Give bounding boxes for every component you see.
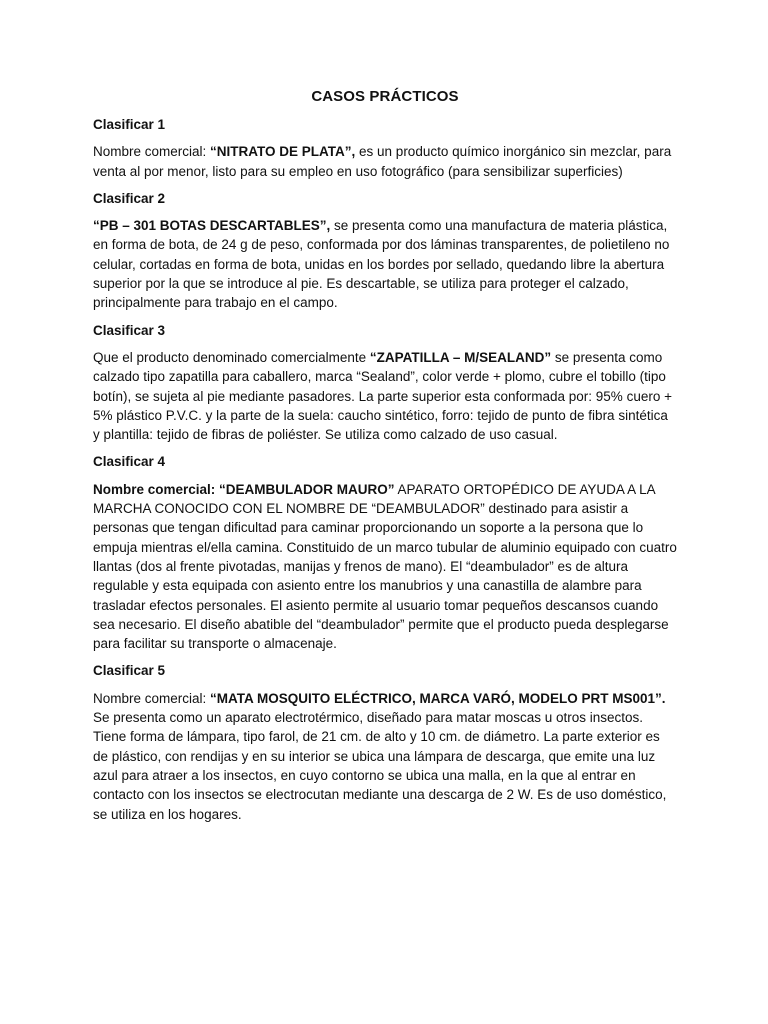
case-1 — [93, 115, 677, 181]
product-name: “PB – 301 BOTAS DESCARTABLES”, — [93, 218, 331, 234]
case-text: Se presenta como un aparato electrotérmico, diseñado para matar moscas u otros insectos. Tiene forma de lámpara, tipo farol, de 21 cm. de alto y 10 cm. de diámetro. La parte exterior es de plástico, con rendijas y en su interior se ubica una lámpara de descarga, que emite una luz azul para atraer a los insectos, en cuyo contorno se ubica una malla, en la que al entrar en contacto con los insectos se electrocutan mediante una descarga de 2 W. Es de uso doméstico, se utiliza en los hogares. — [93, 710, 667, 822]
case-2 — [93, 189, 677, 313]
case-description — [93, 216, 677, 312]
document-body — [93, 88, 677, 832]
document-title: CASOS PRÁCTICOS — [311, 88, 459, 105]
case-heading: Clasificar 5 — [93, 663, 166, 679]
case-text: se presenta como una manufactura de materia plástica, en forma de bota, de 24 g de peso, conformada por dos láminas transparentes, de polietileno no celular, cortadas en forma de bota, unidas en los bordes por sellado, quedando libre la abertura superior por la que se introduce al pie. Es descartable, se utiliza para proteger el calzado, principalmente para trabajo en el campo. — [93, 218, 670, 311]
case-description — [93, 348, 677, 444]
case-5 — [93, 661, 677, 823]
case-heading: Clasificar 1 — [93, 117, 166, 132]
case-heading: Clasificar 2 — [93, 190, 166, 206]
case-text: APARATO ORTOPÉDICO DE AYUDA A LA MARCHA CONOCIDO CON EL NOMBRE DE “DEAMBULADOR” destinado para asistir a personas que tengan dificultad para caminar proporcionando un soporte a la persona que lo empuja mientras el/ella camina. Constituido de un marco tubular de aluminio equipado con cuatro llantas (dos al frente pivotadas, manijas y frenos de mano). El “deambulador” es de altura regulable y esta equipada con asiento entre los manubrios y una canastilla de alambre para trasladar efectos personales. El asiento permite al usuario tomar pequeños descansos cuando sea necesario. El diseño abatible del “deambulador” permite que el producto pueda desplegarse para facilitar su transporte o almacenaje. — [93, 481, 677, 652]
product-name: “MATA MOSQUITO ELÉCTRICO, MARCA VARÓ, MODELO PRT MS001”. — [210, 690, 666, 706]
case-4 — [93, 452, 677, 653]
case-text: es un producto químico inorgánico sin mezclar, para venta al por menor, listo para su empleo en uso fotográfico (para sensibilizar superficies) — [93, 144, 672, 179]
case-prefix: Que el producto denominado comercialmente — [93, 349, 370, 365]
case-3 — [93, 321, 677, 445]
product-name: “NITRATO DE PLATA”, — [210, 144, 356, 160]
case-text: se presenta como calzado tipo zapatilla para caballero, marca “Sealand”, color verde + plomo, cubre el tobillo (tipo botín), se sujeta al pie mediante pasadores. La parte superior esta conformada por: 95% cuero + 5% plástico P.V.C. y la parte de la suela: caucho sintético, forro: tejido de punto de fibra sintética y plantilla: tejido de fibras de poliéster. Se utiliza como calzado de uso casual. — [93, 349, 672, 443]
product-name: “ZAPATILLA – M/SEALAND” — [369, 349, 552, 365]
case-description — [93, 142, 677, 181]
case-prefix: Nombre comercial: — [93, 690, 211, 706]
case-heading: Clasificar 3 — [93, 322, 166, 338]
case-description — [93, 689, 677, 824]
case-prefix: Nombre comercial: — [93, 144, 211, 160]
case-heading: Clasificar 4 — [93, 454, 166, 470]
product-name: Nombre comercial: “DEAMBULADOR MAURO” — [93, 481, 395, 497]
case-description — [93, 480, 677, 654]
